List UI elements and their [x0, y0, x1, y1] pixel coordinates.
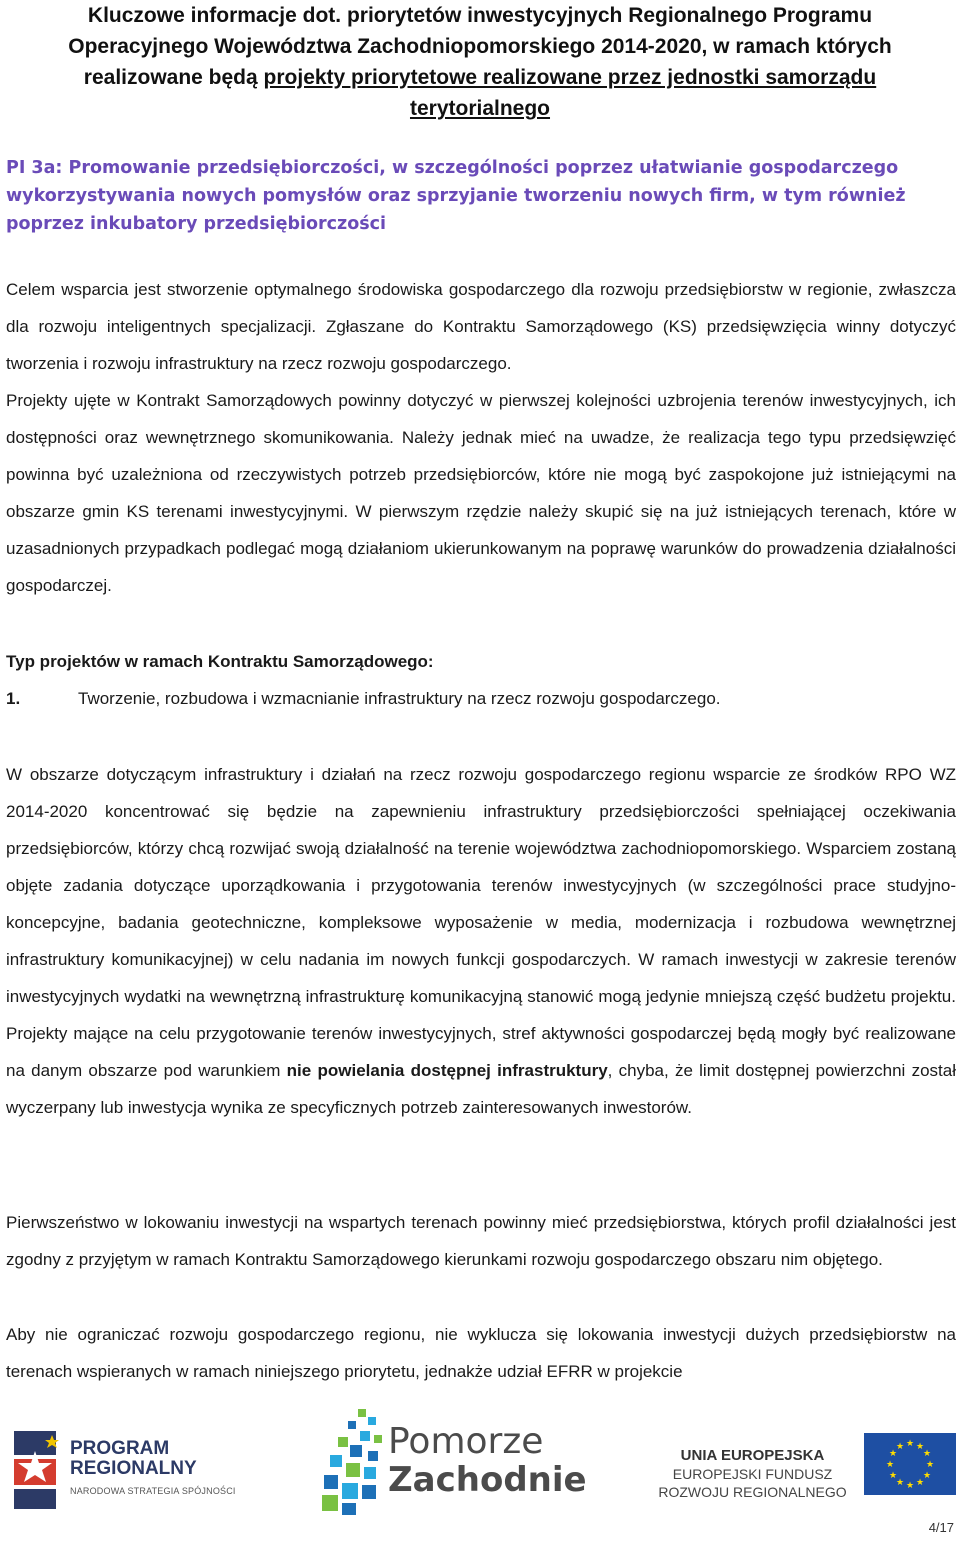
star-emblem-icon — [6, 1425, 66, 1511]
document-title — [0, 0, 960, 124]
pomorze-zachodnie-line-2: Zachodnie — [388, 1460, 587, 1500]
list-item-number: 1. — [6, 689, 21, 708]
svg-text:★: ★ — [895, 1442, 905, 1452]
title-line-4: terytorialnego — [409, 97, 551, 120]
eu-flag-icon — [864, 1433, 956, 1495]
program-regionalny-line-2: REGIONALNY — [70, 1458, 197, 1479]
paragraph-large-enterprises: Aby nie ograniczać rozwoju gospodarczego regionu, nie wyklucza się lokowania inwestycji dużych przedsiębiorstw na terenach wspieranych w ramach niniejszego priorytetu, jednakże udział EFRR w projekcie — [6, 1325, 956, 1381]
svg-text:★: ★ — [905, 1439, 915, 1449]
svg-text:★: ★ — [905, 1481, 915, 1491]
list-item-text: Tworzenie, rozbudowa i wzmacnianie infrastruktury na rzecz rozwoju gospodarczego. — [78, 689, 721, 708]
paragraph-goal: Celem wsparcia jest stworzenie optymalnego środowiska gospodarczego dla rozwoju przedsiębiorstw w regionie, zwłaszcza dla rozwoju inteligentnych specjalizacji. Zgłaszane do Kontraktu Samorządowego (KS) przedsięwzięcia winny dotyczyć tworzenia i rozwoju infrastruktury na rzecz rozwoju gospodarczego. — [6, 280, 956, 373]
svg-text:★: ★ — [888, 1471, 898, 1481]
paragraph-infrastructure-part-1: W obszarze dotyczącym infrastruktury i działań na rzecz rozwoju gospodarczego regionu wsparcie ze środków RPO WZ 2014-2020 koncentrować się będzie na zapewnieniu infrastruktury przedsiębiorczości spełniającej oczekiwania przedsiębiorców, którzy chcą rozwijać swoją działalność na terenie województwa zachodniopomorskiego. Wsparciem zostaną objęte zadania dotyczące uporządkowania i przygotowania terenów inwestycyjnych (w szczególności prace studyjno-koncepcyjne, badania geotechniczne, kompleksowe wyposażenie w media, modernizacja i rozbudowa wewnętrznej infrastruktury komunikacyjnej) w celu nadania im nowych funkcji gospodarczych. W ramach inwestycji w zakresie terenów inwestycyjnych wydatki na wewnętrzną infrastrukturę komunikacyjną stanowić mogą jedynie mniejszą część budżetu projektu. Projekty mające na celu przygotowanie terenów inwestycyjnych, stref aktywności gospodarczej będą mogły być realizowane na danym obszarze pod warunkiem — [6, 765, 956, 1080]
program-regionalny-line-3: NARODOWA STRATEGIA SPÓJNOŚCI — [70, 1486, 236, 1496]
title-line-3 — [0, 62, 960, 93]
pomorze-zachodnie-text — [388, 1423, 587, 1499]
project-types-heading: Typ projektów w ramach Kontraktu Samorządowego: — [6, 652, 434, 671]
pomorze-zachodnie-logo — [318, 1405, 587, 1520]
eu-fund-text — [650, 1447, 855, 1501]
eu-line-2: EUROPEJSKI FUNDUSZ — [672, 1466, 833, 1482]
svg-text:★: ★ — [925, 1460, 935, 1470]
program-regionalny-line-1: PROGRAM — [70, 1438, 170, 1459]
title-line-1: Kluczowe informacje dot. priorytetów inwestycyjnych Regionalnego Programu — [87, 4, 873, 27]
eu-line-1: UNIA EUROPEJSKA — [680, 1447, 825, 1464]
svg-text:★: ★ — [885, 1460, 895, 1470]
svg-text:★: ★ — [915, 1442, 925, 1452]
paragraph-infrastructure-part-2: , chyba, że limit dostępnej powierzchni został wyczerpany lub inwestycja wynika ze specyficznych potrzeb zainteresowanych inwestorów. — [6, 1061, 956, 1117]
priority-heading: PI 3a: Promowanie przedsiębiorczości, w szczególności poprzez ułatwianie gospodarczego wykorzystywania nowych pomysłów oraz sprzyjanie tworzeniu nowych firm, w tym również poprzez inkubatory przedsiębiorczości — [6, 158, 906, 234]
paragraph-projects: Projekty ujęte w Kontrakt Samorządowych powinny dotyczyć w pierwszej kolejności uzbrojenia terenów inwestycyjnych, ich dostępności oraz wewnętrznego skomunikowania. Należy jednak mieć na uwadze, że realizacja tego typu przedsięwzięć powinna być uzależniona od rzeczywistych potrzeb przedsiębiorców, które nie mogą być zaspokojone już istniejącymi na obszarze gmin KS terenami inwestycyjnymi. W pierwszym rzędzie należy skupić się na już istniejących terenach, które w uzasadnionych przypadkach podlegać mogą działaniom ukierunkowanym na poprawę warunków do prowadzenia działalności gospodarczej. — [6, 391, 956, 595]
program-regionalny-text — [70, 1439, 236, 1501]
pomorze-zachodnie-line-1: Pomorze — [388, 1421, 544, 1462]
title-line-3-underlined: projekty priorytetowe realizowane przez jednostki samorządu — [263, 66, 877, 89]
paragraph-priority: Pierwszeństwo w lokowaniu inwestycji na wspartych terenach powinny mieć przedsiębiorstwa, których profil działalności jest zgodny z przyjętym w ramach Kontraktu Samorządowego kierunkami rozwoju gospodarczego obszaru nim objętego. — [6, 1213, 956, 1269]
pixel-mosaic-icon — [318, 1405, 394, 1517]
svg-text:★: ★ — [915, 1478, 925, 1488]
svg-text:★: ★ — [922, 1471, 932, 1481]
footer-logos — [0, 1405, 960, 1525]
title-line-3-plain: realizowane będą — [83, 66, 264, 89]
page-number: 4/17 — [928, 1520, 954, 1535]
eu-line-3: ROZWOJU REGIONALNEGO — [658, 1484, 847, 1500]
list-item — [6, 682, 721, 716]
svg-text:★: ★ — [895, 1478, 905, 1488]
svg-text:★: ★ — [922, 1449, 932, 1459]
svg-text:★: ★ — [888, 1449, 898, 1459]
paragraph-infrastructure-bold: nie powielania dostępnej infrastruktury — [286, 1061, 608, 1080]
eu-fund-logo — [650, 1433, 956, 1513]
paragraph-infrastructure — [6, 756, 956, 1126]
program-regionalny-logo — [6, 1425, 256, 1515]
title-line-2: Operacyjnego Województwa Zachodniopomorskiego 2014-2020, w ramach których — [68, 35, 892, 58]
